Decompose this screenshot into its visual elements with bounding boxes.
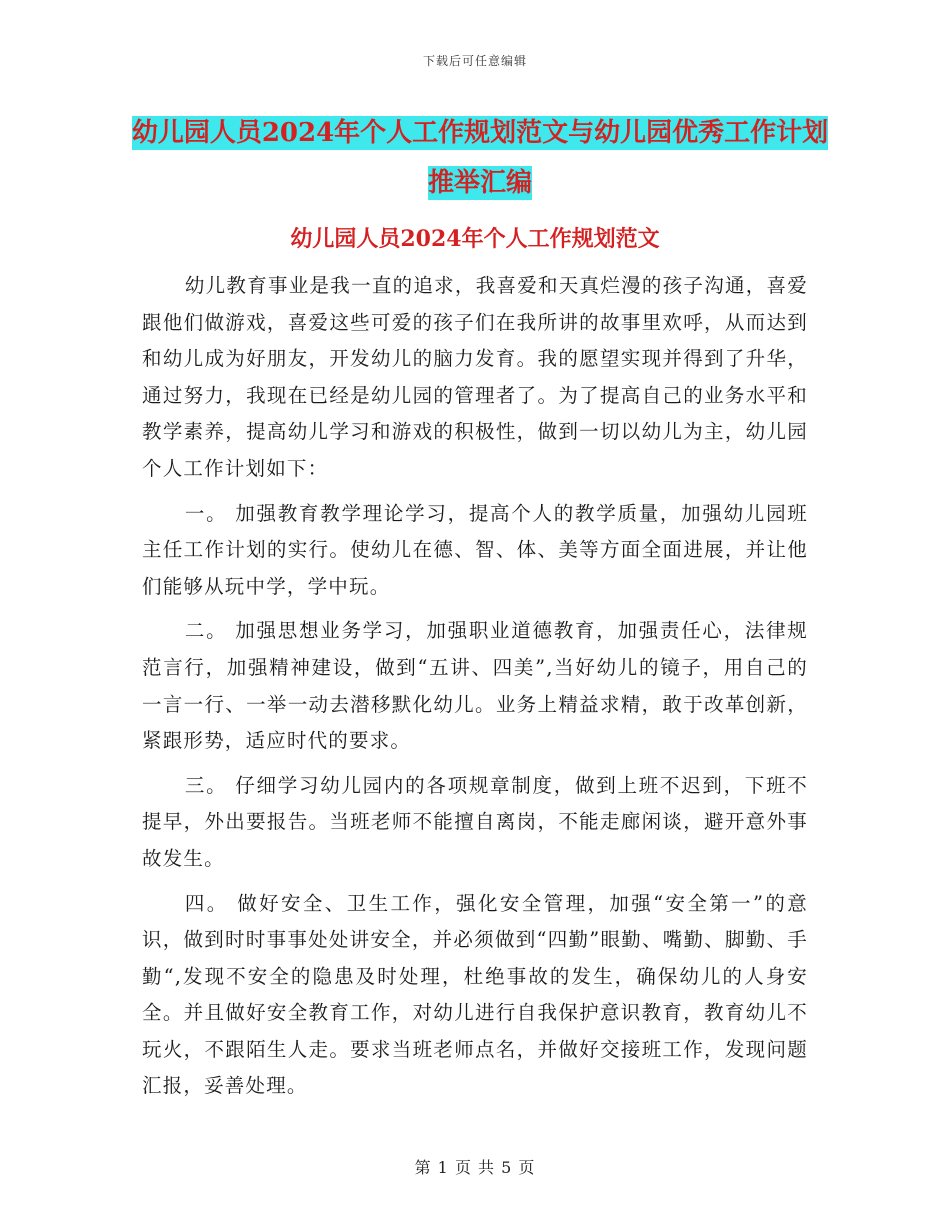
paragraph-item-3: 三。 仔细学习幼儿园内的各项规章制度，做到上班不迟到，下班不提早，外出要报告。当班老师不能擅自离岗，不能走廊闲谈，避开意外事故发生。: [142, 773, 808, 870]
document-title: [130, 108, 830, 208]
document-title-text: 幼儿园人员2024年个人工作规划范文与幼儿园优秀工作计划推举汇编: [131, 118, 829, 198]
page-number-footer: 第 1 页 共 5 页: [414, 1158, 536, 1177]
document-body: [142, 268, 808, 1113]
paragraph-item-4: 四。 做好安全、卫生工作，强化安全管理，加强“安全第一”的意识，做到时时事事处处讲安全，并必须做到“四勤”眼勤、嘴勤、脚勤、手勤“,发现不安全的隐患及时处理，杜绝事故的发生，确保幼儿的人身安全。并且做好安全教育工作，对幼儿进行自我保护意识教育，教育幼儿不玩火，不跟陌生人走。要求当班老师点名，并做好交接班工作，发现问题汇报，妥善处理。: [142, 891, 808, 1098]
paragraph-intro: 幼儿教育事业是我一直的追求，我喜爱和天真烂漫的孩子沟通，喜爱跟他们做游戏，喜爱这些可爱的孩子们在我所讲的故事里欢呼，从而达到和幼儿成为好朋友，开发幼儿的脑力发育。我的愿望实现并得到了升华，通过努力，我现在已经是幼儿园的管理者了。为了提高自己的业务水平和教学素养，提高幼儿学习和游戏的积极性，做到一切以幼儿为主，幼儿园个人工作计划如下：: [142, 274, 808, 480]
page-header-note: 下载后可任意编辑: [422, 54, 527, 68]
paragraph-item-2: 二。 加强思想业务学习，加强职业道德教育，加强责任心，法律规范言行，加强精神建设，做到“五讲、四美”,当好幼儿的镜子，用自己的一言一行、一举一动去潜移默化幼儿。业务上精益求精，敢于改革创新，紧跟形势，适应时代的要求。: [142, 619, 808, 753]
section-title: 幼儿园人员2024年个人工作规划范文: [290, 226, 660, 252]
paragraph-item-1: 一。 加强教育教学理论学习，提高个人的教学质量，加强幼儿园班主任工作计划的实行。使幼儿在德、智、体、美等方面全面进展，并让他们能够从玩中学，学中玩。: [142, 501, 808, 598]
